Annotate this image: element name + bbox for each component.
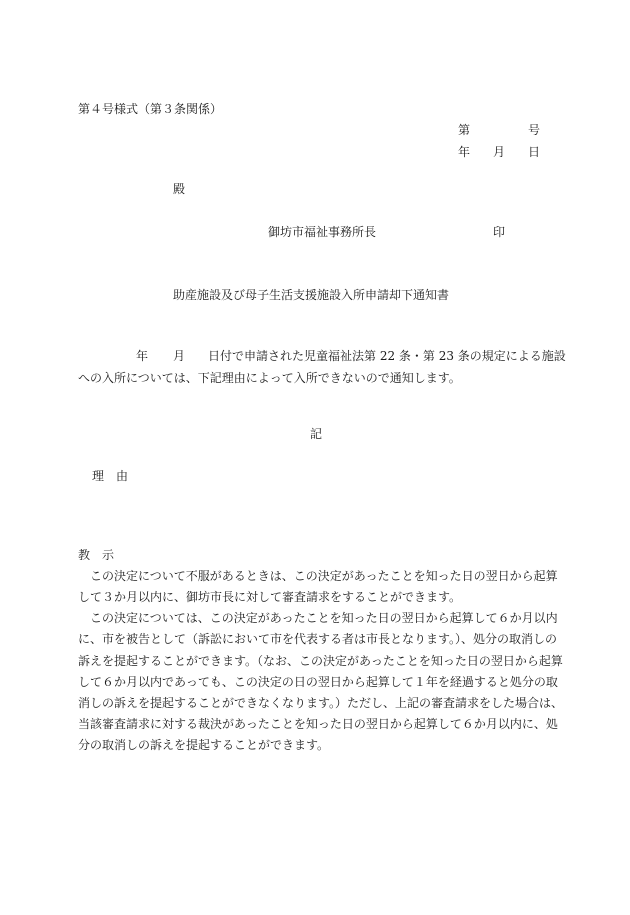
seal-mark: 印 — [493, 225, 506, 239]
kyoji-line: この決定については、この決定があったことを知った日の翌日から起算して６か月以内 — [78, 611, 558, 625]
form-label: 第４号様式（第３条関係） — [78, 102, 223, 116]
reason-label: 理 由 — [92, 469, 129, 483]
kyoji-line: この決定について不服があるときは、この決定があったことを知った日の翌日から起算 — [78, 569, 558, 583]
date-month-label: 月 — [493, 145, 506, 159]
doc-number-dai: 第 — [458, 123, 471, 137]
addressee-honorific: 殿 — [173, 182, 186, 196]
kyoji-line: 消しの訴えを提起することができなくなります。）ただし、上記の審査請求をした場合は、 — [78, 696, 564, 710]
body-line-1-text: 日付で申請された児童福祉法第 22 条・第 23 条の規定による施設 — [208, 349, 566, 363]
date-day-label: 日 — [528, 145, 541, 159]
kyoji-line: 訴えを提起することができます。（なお、この決定があったことを知った日の翌日から起算 — [78, 654, 563, 668]
kyoji-line: 分の取消しの訴えを提起することができます。 — [78, 738, 330, 752]
doc-number-go: 号 — [528, 123, 541, 137]
kyoji-line: して６か月以内であっても、この決定の日の翌日から起算して１年を経過すると処分の取 — [78, 675, 558, 689]
issuer-name: 御坊市福祉事務所長 — [268, 225, 377, 239]
document-title: 助産施設及び母子生活支援施設入所申請却下通知書 — [173, 288, 450, 302]
kyoji-line: 当該審査請求に対する裁決があったことを知った日の翌日から起算して６か月以内に、処 — [78, 717, 558, 731]
body-line-2: への入所については、下記理由によって入所できないので通知します。 — [78, 371, 461, 385]
kyoji-line: して３か月以内に、御坊市長に対して審査請求をすることができます。 — [78, 590, 462, 604]
body-year-label: 年 — [136, 349, 149, 363]
kyoji-line: に、市を被告として（訴訟において市を代表する者は市長となります。）、処分の取消しの — [78, 632, 558, 646]
kyoji-heading: 教 示 — [78, 548, 115, 562]
ki-heading: 記 — [310, 427, 323, 441]
date-year-label: 年 — [458, 145, 471, 159]
body-month-label: 月 — [173, 349, 186, 363]
